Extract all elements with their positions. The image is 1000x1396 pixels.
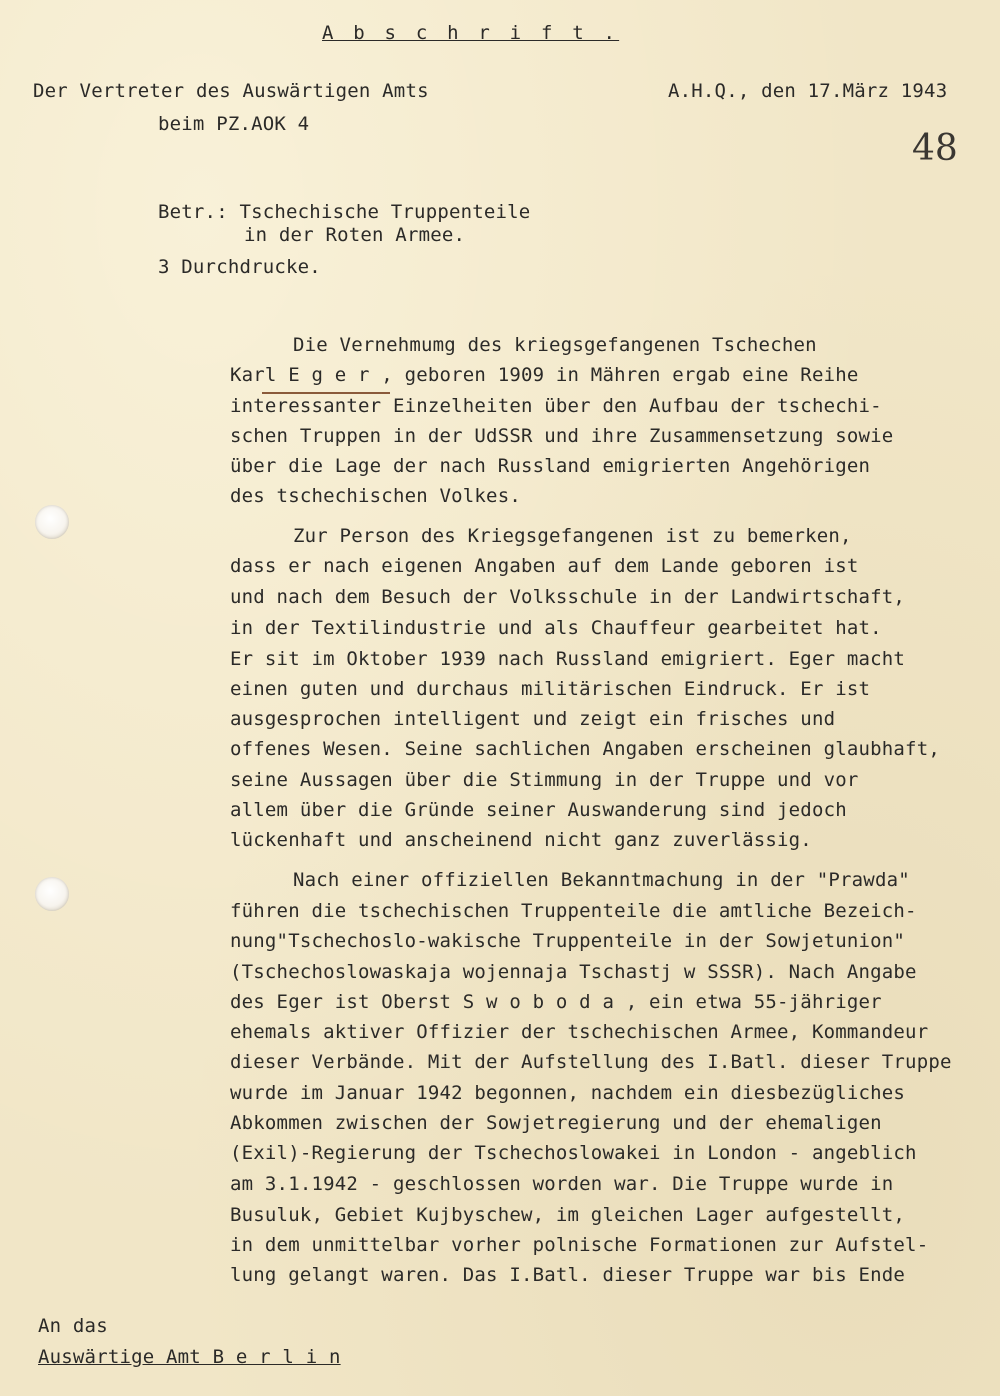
body-line: dass er nach eigenen Angaben auf dem Lande geboren ist <box>230 555 859 577</box>
body-line: nung"Tschechoslo-wakische Truppenteile in der Sowjetunion" <box>230 930 906 952</box>
document-heading: A b s c h r i f t . <box>322 22 620 44</box>
copies-note: 3 Durchdrucke. <box>158 256 321 278</box>
body-line: Karl E g e r , geboren 1909 in Mähren ergab eine Reihe <box>230 364 859 386</box>
place-date: A.H.Q., den 17.März 1943 <box>668 80 948 102</box>
body-line: allem über die Gründe seiner Auswanderung sind jedoch <box>230 799 847 821</box>
body-line: wurde im Januar 1942 begonnen, nachdem ein diesbezügliches <box>230 1082 906 1104</box>
body-line: Busuluk, Gebiet Kujbyschew, im gleichen Lager aufgestellt, <box>230 1204 906 1226</box>
subject-line-1: Betr.: Tschechische Truppenteile <box>158 201 531 223</box>
body-line: in dem unmittelbar vorher polnische Formationen zur Aufstel- <box>230 1234 929 1256</box>
body-line: schen Truppen in der UdSSR und ihre Zusammensetzung sowie <box>230 425 894 447</box>
folio-number: 48 <box>912 128 958 169</box>
body-line: führen die tschechischen Truppenteile die amtliche Bezeich- <box>230 900 917 922</box>
body-line: des Eger ist Oberst S w o b o d a , ein etwa 55-jähriger <box>230 991 882 1013</box>
body-line: lung gelangt waren. Das I.Batl. dieser Truppe war bis Ende <box>230 1264 906 1286</box>
body-line: über die Lage der nach Russland emigrierten Angehörigen <box>230 455 871 477</box>
body-line: Abkommen zwischen der Sowjetregierung und der ehemaligen <box>230 1112 882 1134</box>
sender-line-2: beim PZ.AOK 4 <box>158 113 310 135</box>
subject-line-2: in der Roten Armee. <box>244 224 466 246</box>
body-line: einen guten und durchaus militärischen Eindruck. Er ist <box>230 678 871 700</box>
punch-hole <box>35 877 69 911</box>
body-line: dieser Verbände. Mit der Aufstellung des I.Batl. dieser Truppe <box>230 1051 952 1073</box>
body-line: und nach dem Besuch der Volksschule in der Landwirtschaft, <box>230 586 906 608</box>
body-line: Nach einer offiziellen Bekanntmachung in der "Prawda" <box>293 869 910 891</box>
body-line: seine Aussagen über die Stimmung in der Truppe und vor <box>230 769 859 791</box>
punch-hole <box>35 505 69 539</box>
body-line: lückenhaft und anscheinend nicht ganz zuverlässig. <box>230 829 812 851</box>
body-line: am 3.1.1942 - geschlossen worden war. Die Truppe wurde in <box>230 1173 894 1195</box>
body-line: ausgesprochen intelligent und zeigt ein frisches und <box>230 708 836 730</box>
body-line: (Tschechoslowaskaja wojennaja Tschastj w SSSR). Nach Angabe <box>230 961 917 983</box>
sender-line-1: Der Vertreter des Auswärtigen Amts <box>33 80 429 102</box>
body-line: ehemals aktiver Offizier der tschechischen Armee, Kommandeur <box>230 1021 929 1043</box>
body-line: Zur Person des Kriegsgefangenen ist zu bemerken, <box>293 525 852 547</box>
body-line: Er sit im Oktober 1939 nach Russland emigriert. Eger macht <box>230 648 906 670</box>
pen-underline-mark <box>262 392 390 394</box>
body-line: Die Vernehmumg des kriegsgefangenen Tschechen <box>293 334 817 356</box>
body-line: interessanter Einzelheiten über den Aufbau der tschechi- <box>230 395 882 417</box>
address-line-2: Auswärtige Amt B e r l i n <box>38 1346 341 1368</box>
address-line-1: An das <box>38 1315 108 1337</box>
body-line: in der Textilindustrie und als Chauffeur gearbeitet hat. <box>230 617 882 639</box>
body-line: des tschechischen Volkes. <box>230 485 521 507</box>
body-line: offenes Wesen. Seine sachlichen Angaben erscheinen glaubhaft, <box>230 738 940 760</box>
body-line: (Exil)-Regierung der Tschechoslowakei in London - angeblich <box>230 1142 917 1164</box>
